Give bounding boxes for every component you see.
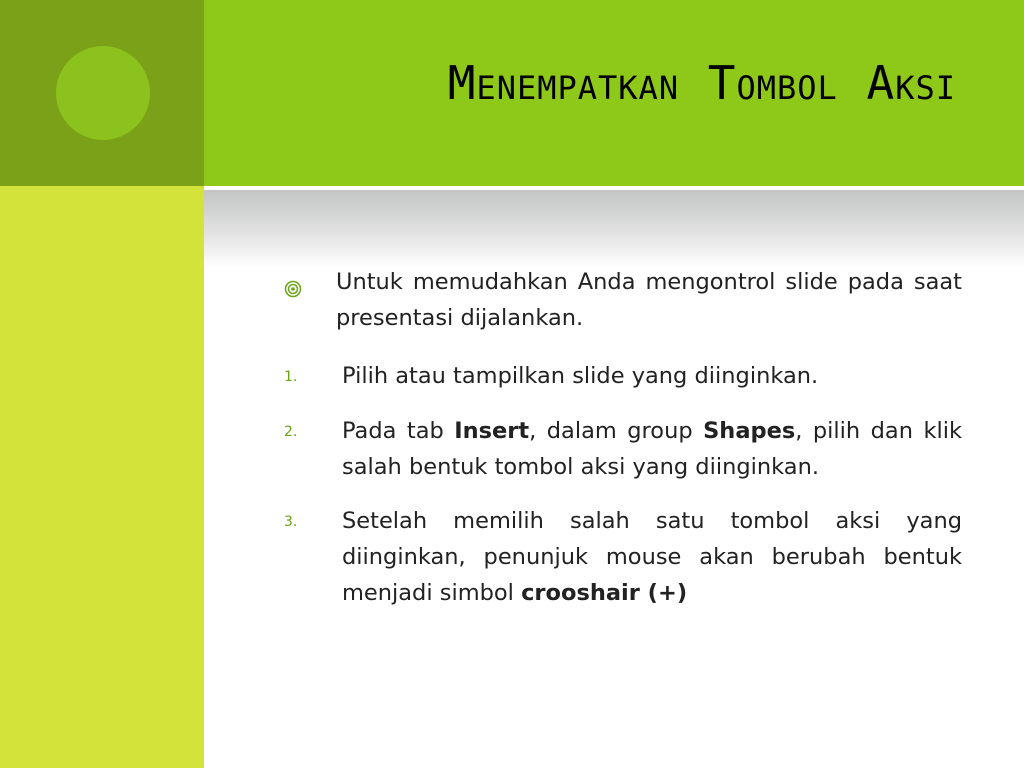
step-text: Pilih atau tampilkan slide yang diinginkan. (342, 363, 819, 389)
step-text-part: , dalam group (529, 418, 704, 444)
step-text-part: , pilih dan klik salah bentuk tombol aksi yang diinginkan. (342, 418, 963, 480)
bold-term: crooshair (+) (521, 580, 688, 606)
bold-term: Shapes (703, 418, 796, 444)
step-text-part: Setelah memilih salah satu tombol aksi yang diinginkan, penunjuk mouse akan berubah bentuk menjadi simbol (342, 508, 962, 606)
circle-target-icon (284, 264, 336, 309)
decorative-circle (56, 46, 150, 140)
step-number: 1. (284, 369, 298, 385)
gradient-band (204, 190, 1024, 268)
list-item (284, 503, 962, 611)
side-strip (0, 186, 204, 768)
slide-title: Menempatkan Tombol Aksi (447, 56, 956, 110)
bold-term: Insert (454, 418, 530, 444)
step-number: 2. (284, 424, 298, 440)
intro-text: Untuk memudahkan Anda mengontrol slide pada saat presentasi dijalankan. (336, 269, 962, 331)
step-number: 3. (284, 514, 298, 530)
list-item (284, 413, 962, 485)
slide-content (284, 264, 962, 629)
step-text (342, 503, 962, 611)
list-item (284, 358, 962, 395)
step-text-part: Pada tab (342, 418, 455, 444)
intro-bullet (284, 264, 962, 336)
step-text (342, 413, 962, 485)
